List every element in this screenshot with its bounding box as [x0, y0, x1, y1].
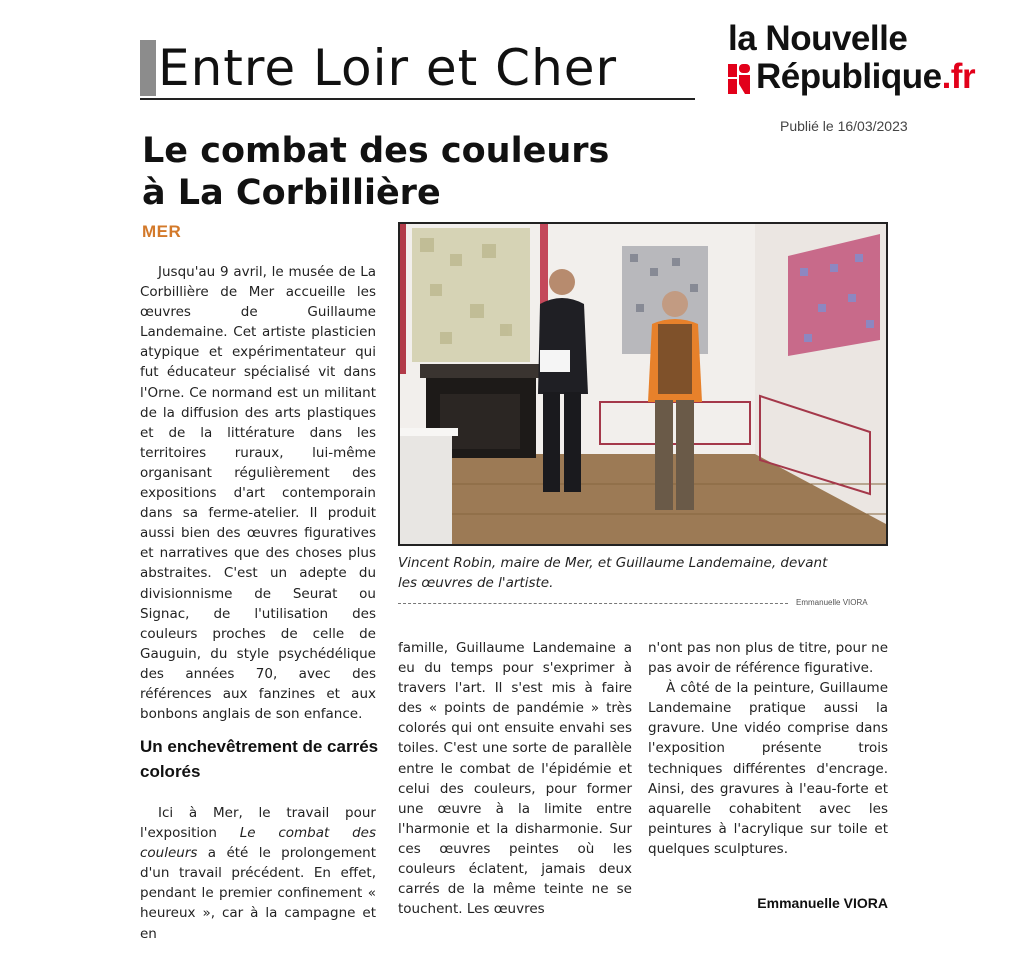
article-subheading: Un enchevêtrement de carrés colorés: [140, 737, 379, 781]
caption-divider: [398, 603, 788, 604]
article-column-1-continued: [140, 803, 376, 944]
publish-date: Publié le 16/03/2023: [780, 118, 908, 134]
gallery-scene-image: [400, 224, 886, 544]
section-header: [140, 38, 695, 102]
exhibition-title: Le combat des couleurs: [140, 825, 376, 862]
logo-line2: [756, 56, 975, 98]
logo-name: République: [756, 57, 942, 96]
caption-line-2: les œuvres de l'artiste.: [398, 575, 554, 591]
location-tag: MER: [142, 222, 182, 241]
article-paragraph-3: famille, Guillaume Landemaine a eu du temps pour s'exprimer à travers l'art. Il s'est mis à faire des « points de pandémie » très colorés qui ont ensuite envahi ses toiles. C'est une sorte de parallèle entre le combat de l'épidémie et celui des couleurs, pour former une œuvre à la limite entre l'harmonie et la disharmonie. Sur ces œuvres peintes où les couleurs éclatent, jamais deux carrés de la même teinte ne se touchent. Les œuvres: [398, 640, 632, 918]
section-title: Entre Loir et Cher: [158, 39, 618, 97]
headline-line1: Le combat des couleurs: [142, 131, 610, 171]
article-photo: [398, 222, 888, 546]
caption-line-1: Vincent Robin, maire de Mer, et Guillaume Landemaine, devant: [398, 555, 828, 571]
section-rule: [140, 98, 695, 100]
article-column-2: [398, 638, 632, 919]
newspaper-logo[interactable]: [728, 20, 1018, 100]
headline-line2: à La Corbillière: [142, 173, 441, 213]
section-bar: [140, 40, 156, 96]
logo-line1: la Nouvelle: [728, 19, 908, 58]
paragraph-2-start: Ici à Mer, le travail pour l'exposition: [140, 805, 376, 842]
photo-credit: Emmanuelle VIORA: [796, 598, 868, 607]
photo-caption: [398, 553, 890, 593]
article-column-1: [140, 262, 376, 724]
article-column-3: [648, 638, 888, 859]
paragraph-2-end: a été le prolongement d'un travail précédent. En effet, pendant le premier confinement « heureux », car à la campagne et en: [140, 845, 376, 942]
logo-tld: .fr: [941, 57, 976, 96]
headline: [142, 130, 682, 214]
article-paragraph-2: [140, 803, 376, 944]
article-paragraph-5: À côté de la peinture, Guillaume Landemaine pratique aussi la gravure. Une vidéo comprise dans l'exposition présente trois techniques différentes d'encrage. Ainsi, des gravures à l'eau-forte et aquarelle cohabitent avec les peintures à l'acrylique sur toile et quelques sculptures.: [648, 680, 888, 857]
article-paragraph-1: Jusqu'au 9 avril, le musée de La Corbillière de Mer accueille les œuvres de Guillaume Landemaine. Cet artiste plasticien atypique et expérimentateur qui fut éducateur spécialisé vit dans l'Orne. Ce normand est un militant de la diffusion des arts plastiques et de la littérature dans les territoires ruraux, lui-même organisant régulièrement des expositions d'art contemporain dans sa ferme-atelier. Il produit aussi bien des œuvres figuratives et narratives que des choses plus abstraites. C'est un adepte du divisionnisme de Seurat ou Signac, de l'utilisation des couleurs proches de celle de Gauguin, du style psychédélique des années 70, avec des références aux fanzines et aux bonbons anglais de son enfance.: [140, 264, 376, 723]
author-signature: Emmanuelle VIORA: [757, 895, 888, 911]
article-paragraph-4: n'ont pas non plus de titre, pour ne pas avoir de référence figurative.: [648, 640, 888, 677]
logo-mark-icon: [728, 64, 750, 94]
